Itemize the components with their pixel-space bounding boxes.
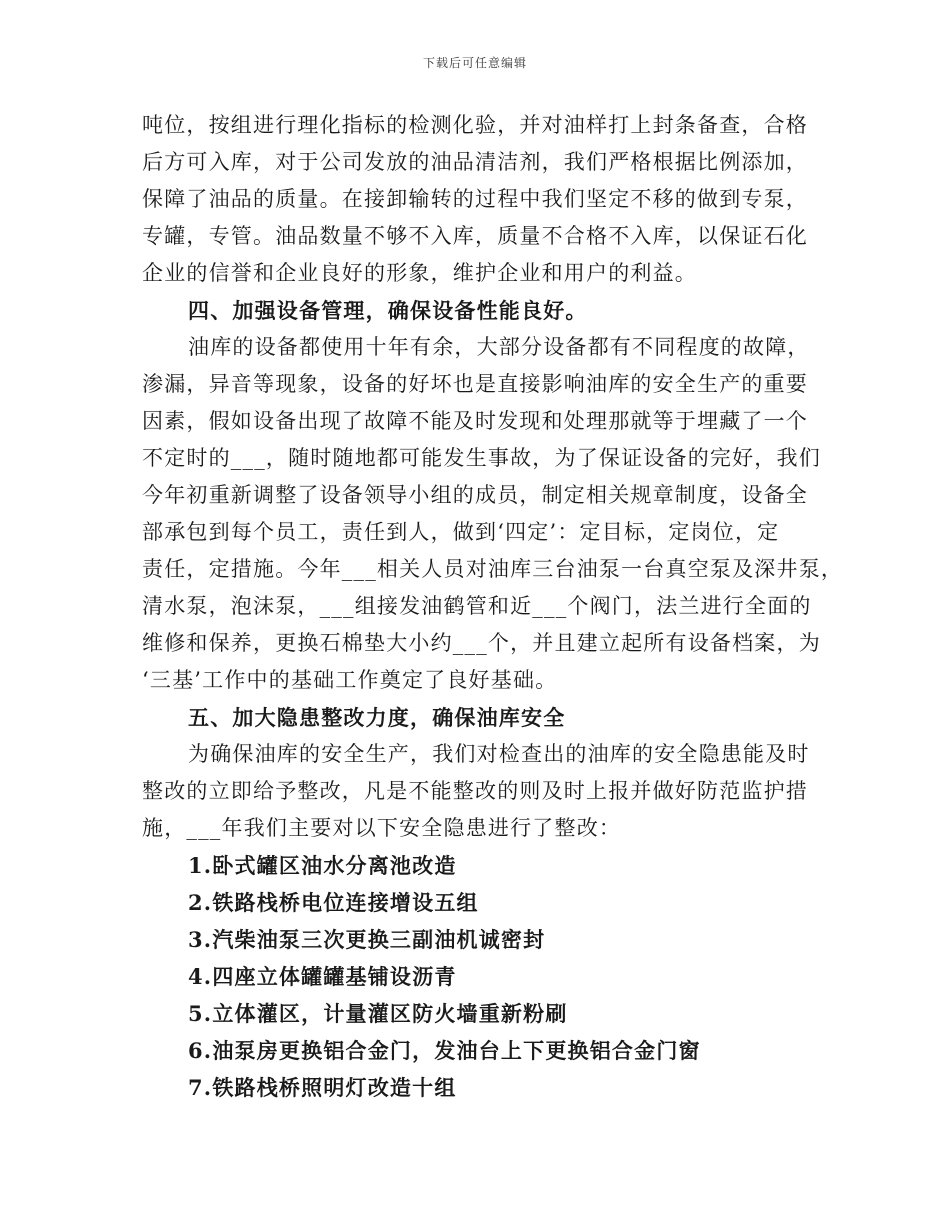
body-line: 整改的立即给予整改，凡是不能整改的则及时上报并做好防范监护措 (142, 779, 808, 803)
list-item: 3.汽柴油泵三次更换三副油机诚密封 (188, 927, 546, 952)
body-line: 专罐，专管。油品数量不够不入库，质量不合格不入库，以保证石化 (142, 224, 808, 248)
section-heading-4: 四、加强设备管理，确保设备性能良好。 (188, 298, 588, 323)
list-item: 4.四座立体罐罐基铺设沥青 (188, 964, 457, 989)
body-line: 部承包到每个员工，责任到人，做到‘四定’：定目标，定岗位，定 (142, 520, 780, 544)
body-line: 为确保油库的安全生产，我们对检查出的油库的安全隐患能及时 (188, 742, 810, 766)
list-item: 6.油泵房更换铝合金门，发油台上下更换铝合金门窗 (188, 1038, 701, 1063)
body-line: ‘三基’工作中的基础工作奠定了良好基础。 (142, 668, 558, 692)
body-line: 油库的设备都使用十年有余，大部分设备都有不同程度的故障， (188, 335, 810, 359)
body-line: 因素，假如设备出现了故障不能及时发现和处理那就等于埋藏了一个 (142, 409, 808, 433)
body-line: 吨位，按组进行理化指标的检测化验，并对油样打上封条备查，合格 (142, 113, 808, 137)
page-header: 下载后可任意编辑 (422, 56, 527, 70)
body-line: 后方可入库，对于公司发放的油品清洁剂，我们严格根据比例添加， (142, 150, 808, 174)
body-line: 企业的信誉和企业良好的形象，维护企业和用户的利益。 (142, 261, 697, 285)
section-heading-5: 五、加大隐患整改力度，确保油库安全 (188, 705, 566, 730)
list-item: 2.铁路栈桥电位连接增设五组 (188, 890, 479, 915)
list-item: 1.卧式罐区油水分离池改造 (188, 853, 457, 878)
document-body (142, 107, 844, 1106)
body-line: 责任，定措施。今年___相关人员对油库三台油泵一台真空泵及深井泵， (142, 557, 844, 581)
list-item: 7.铁路栈桥照明灯改造十组 (188, 1075, 457, 1100)
body-line: 清水泵，泡沫泵，___组接发油鹤管和近___个阀门，法兰进行全面的 (142, 594, 812, 618)
body-line: 不定时的___，随时随地都可能发生事故，为了保证设备的完好，我们 (142, 446, 821, 470)
body-line: 维修和保养，更换石棉垫大小约___个，并且建立起所有设备档案，为 (142, 631, 821, 655)
body-line: 今年初重新调整了设备领导小组的成员，制定相关规章制度，设备全 (142, 483, 808, 507)
list-item: 5.立体灌区，计量灌区防火墙重新粉刷 (188, 1001, 568, 1026)
body-line: 渗漏，异音等现象，设备的好坏也是直接影响油库的安全生产的重要 (142, 372, 808, 396)
body-line: 保障了油品的质量。在接卸输转的过程中我们坚定不移的做到专泵， (142, 187, 808, 211)
body-line: 施，___年我们主要对以下安全隐患进行了整改： (142, 816, 622, 840)
